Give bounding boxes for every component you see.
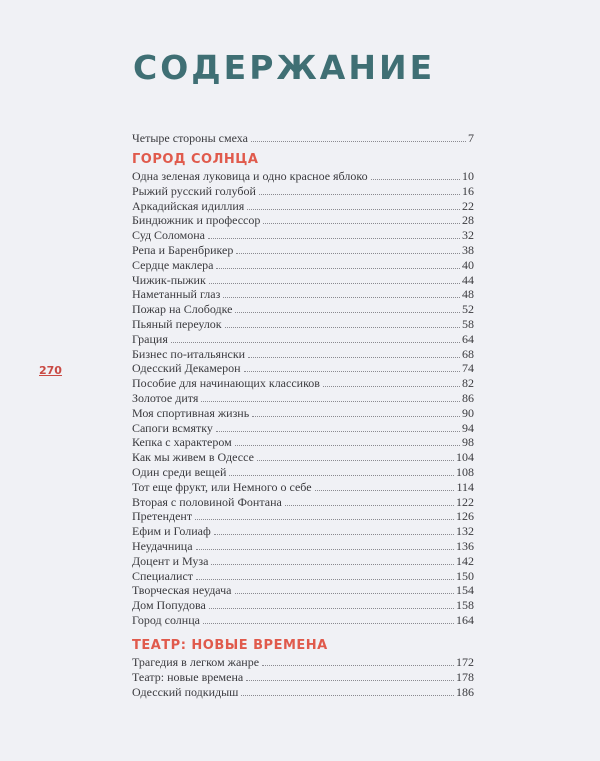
entry-title: Чижик-пыжик (132, 272, 206, 287)
toc-entry[interactable] (132, 435, 474, 450)
entry-page: 7 (468, 131, 474, 145)
entry-title: Рыжий русский голубой (132, 183, 256, 198)
dot-leader (203, 623, 454, 624)
entry-page: 64 (462, 331, 474, 346)
entry-page: 44 (462, 272, 474, 287)
toc-entry[interactable] (132, 450, 474, 465)
toc-entry[interactable] (132, 524, 474, 539)
entry-title: Аркадийская идиллия (132, 198, 245, 213)
toc-entry[interactable] (132, 421, 474, 436)
dot-leader (241, 695, 454, 696)
toc-entry[interactable] (132, 670, 474, 685)
dot-leader (248, 357, 460, 358)
toc-entry[interactable] (132, 361, 474, 376)
entry-title: Пьяный переулок (132, 316, 222, 331)
toc-entry[interactable] (132, 406, 474, 421)
entry-title: Суд Соломона (132, 228, 206, 243)
toc-section-gorod-solntsa (132, 151, 474, 628)
toc-entry[interactable] (132, 509, 474, 524)
dot-leader (246, 680, 454, 681)
entry-title: Как мы живем в Одессе (132, 450, 254, 465)
toc-entry[interactable] (132, 169, 474, 184)
dot-leader (211, 564, 454, 565)
entry-page: 48 (462, 287, 474, 302)
entry-title: Одна зеленая луковица и одно красное яблоко (132, 169, 368, 183)
dot-leader (259, 194, 460, 195)
entry-page: 164 (456, 612, 474, 627)
toc-entry[interactable] (132, 332, 474, 347)
entry-page: 136 (456, 538, 474, 553)
dot-leader (251, 141, 466, 142)
entry-title: Моя спортивная жизнь (132, 405, 250, 420)
toc-entry[interactable] (132, 480, 474, 495)
entry-title: Сапоги всмятку (132, 420, 213, 435)
dot-leader (223, 297, 460, 298)
toc-entry[interactable] (132, 539, 474, 554)
entry-title: Вторая с половиной Фонтана (132, 494, 282, 509)
entry-page: 108 (456, 464, 474, 479)
entry-title: Город солнца (132, 612, 200, 627)
toc-entry[interactable] (132, 273, 474, 288)
entry-title: Ефим и Голиаф (132, 524, 211, 539)
section-heading: ТЕАТР: НОВЫЕ ВРЕМЕНА (132, 638, 328, 653)
dot-leader (315, 490, 455, 491)
dot-leader (244, 371, 460, 372)
page-number: 270 (39, 364, 62, 377)
toc-entry[interactable] (132, 613, 474, 628)
toc-entry[interactable] (132, 685, 474, 700)
dot-leader (216, 268, 460, 269)
dot-leader (201, 401, 460, 402)
entry-page: 86 (462, 390, 474, 405)
entry-title: Одесский подкидыш (132, 684, 239, 699)
toc-entry[interactable] (132, 131, 474, 146)
entry-title: Грация (132, 331, 168, 346)
toc-entry[interactable] (132, 347, 474, 362)
dot-leader (257, 460, 454, 461)
entry-page: 40 (462, 257, 474, 272)
entry-title: Кепка с характером (132, 435, 232, 450)
entry-page: 126 (456, 509, 474, 524)
entry-page: 90 (462, 405, 474, 420)
toc-entry[interactable] (132, 554, 474, 569)
toc-entry[interactable] (132, 228, 474, 243)
dot-leader (195, 519, 454, 520)
entry-page: 104 (456, 450, 474, 465)
entry-title: Творческая неудача (132, 583, 232, 598)
entry-title: Пособие для начинающих классиков (132, 376, 320, 391)
entry-page: 142 (456, 553, 474, 568)
dot-leader (247, 209, 460, 210)
entry-title: Одесский Декамерон (132, 361, 241, 376)
entry-page: 68 (462, 346, 474, 361)
entry-title: Один среди вещей (132, 464, 227, 479)
section-heading: ГОРОД СОЛНЦА (132, 152, 259, 167)
entry-page: 172 (456, 655, 474, 669)
entry-page: 82 (462, 376, 474, 391)
entry-page: 28 (462, 213, 474, 228)
entry-title: Претендент (132, 509, 193, 524)
entry-page: 58 (462, 316, 474, 331)
entry-page: 154 (456, 583, 474, 598)
toc-entry[interactable] (132, 199, 474, 214)
dot-leader (235, 312, 460, 313)
toc-entry[interactable] (132, 391, 474, 406)
entry-page: 10 (462, 169, 474, 183)
entry-page: 38 (462, 242, 474, 257)
entry-title: Четыре стороны смеха (132, 131, 248, 145)
entry-title: Биндюжник и профессор (132, 213, 261, 228)
entry-title: Наметанный глаз (132, 287, 221, 302)
entry-title: Специалист (132, 568, 194, 583)
entry-title: Трагедия в легком жанре (132, 655, 260, 669)
dot-leader (171, 342, 460, 343)
dot-leader (209, 608, 454, 609)
toc-intro (132, 131, 474, 146)
entry-page: 98 (462, 435, 474, 450)
toc-entry[interactable] (132, 495, 474, 510)
entry-title: Пожар на Слободке (132, 302, 233, 317)
dot-leader (196, 579, 454, 580)
dot-leader (236, 253, 460, 254)
toc-entry[interactable] (132, 583, 474, 598)
entry-page: 122 (456, 494, 474, 509)
entry-page: 186 (456, 684, 474, 699)
dot-leader (209, 283, 460, 284)
toc-entry[interactable] (132, 465, 474, 480)
dot-leader (216, 431, 460, 432)
toc-entry[interactable] (132, 184, 474, 199)
entry-title: Тот еще фрукт, или Немного о себе (132, 479, 312, 494)
dot-leader (371, 179, 460, 180)
dot-leader (235, 445, 460, 446)
entry-title: Дом Попудова (132, 598, 206, 613)
entry-page: 158 (456, 598, 474, 613)
entry-page: 114 (456, 479, 474, 494)
page-title: СОДЕРЖАНИЕ (133, 48, 436, 87)
entry-title: Золотое дитя (132, 390, 199, 405)
entry-page: 52 (462, 302, 474, 317)
entry-title: Театр: новые времена (132, 669, 244, 684)
entry-title: Репа и Баренбрикер (132, 242, 234, 257)
dot-leader (323, 386, 460, 387)
entry-title: Бизнес по-итальянски (132, 346, 246, 361)
dot-leader (229, 475, 454, 476)
entry-title: Доцент и Муза (132, 553, 209, 568)
entry-page: 22 (462, 198, 474, 213)
toc-entry[interactable] (132, 302, 474, 317)
toc-entry[interactable] (132, 376, 474, 391)
entry-title: Сердце маклера (132, 257, 214, 272)
dot-leader (262, 665, 454, 666)
entry-page: 150 (456, 568, 474, 583)
entry-page: 94 (462, 420, 474, 435)
entry-page: 132 (456, 524, 474, 539)
toc-entry[interactable] (132, 569, 474, 584)
toc-section-teatr (132, 637, 474, 699)
dot-leader (285, 505, 454, 506)
toc-entry[interactable] (132, 655, 474, 670)
dot-leader (235, 593, 454, 594)
dot-leader (196, 549, 454, 550)
dot-leader (252, 416, 460, 417)
dot-leader (225, 327, 460, 328)
toc-entry[interactable] (132, 287, 474, 302)
toc-entry[interactable] (132, 317, 474, 332)
entry-page: 178 (456, 669, 474, 684)
entry-page: 74 (462, 361, 474, 376)
dot-leader (214, 534, 454, 535)
dot-leader (263, 223, 460, 224)
toc-entry[interactable] (132, 243, 474, 258)
entry-page: 16 (462, 183, 474, 198)
toc-entry[interactable] (132, 213, 474, 228)
entry-page: 32 (462, 228, 474, 243)
dot-leader (208, 238, 460, 239)
toc-entry[interactable] (132, 258, 474, 273)
toc-entry[interactable] (132, 598, 474, 613)
entry-title: Неудачница (132, 538, 193, 553)
